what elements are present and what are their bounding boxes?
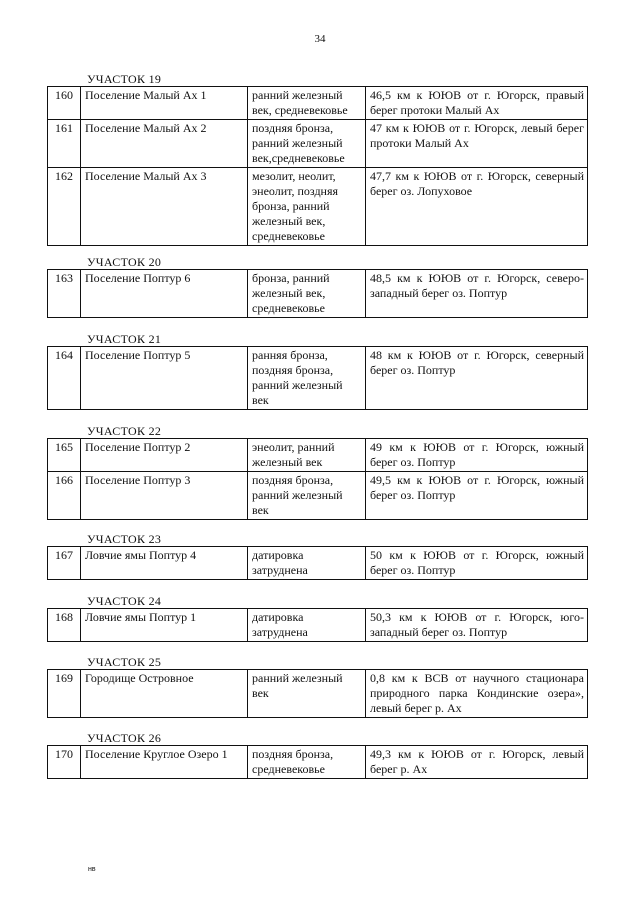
section-24 — [47, 594, 587, 642]
site-name: Поселение Поптур 3 — [81, 472, 248, 520]
site-name: Поселение Малый Ах 3 — [81, 168, 248, 246]
site-number: 167 — [48, 547, 81, 580]
section-title: УЧАСТОК 24 — [87, 594, 162, 608]
table-row — [48, 120, 588, 168]
table-row — [48, 347, 588, 410]
section-22 — [47, 424, 587, 520]
site-number: 168 — [48, 609, 81, 642]
site-period: мезолит, неолит, энеолит, поздняя бронза, ранний железный век, средневековье — [248, 168, 366, 246]
section-title: УЧАСТОК 21 — [87, 332, 162, 346]
site-number: 160 — [48, 87, 81, 120]
sites-table — [47, 438, 588, 520]
site-number: 161 — [48, 120, 81, 168]
table-row — [48, 670, 588, 718]
site-location: 49,3 км к ЮЮВ от г. Югорск, левый берег р. Ах — [366, 746, 588, 779]
section-title: УЧАСТОК 25 — [87, 655, 162, 669]
site-period: ранняя бронза, поздняя бронза, ранний железный век — [248, 347, 366, 410]
site-name: Поселение Круглое Озеро 1 — [81, 746, 248, 779]
site-location: 47,7 км к ЮЮВ от г. Югорск, северный берег оз. Лопуховое — [366, 168, 588, 246]
site-name: Поселение Поптур 2 — [81, 439, 248, 472]
site-location: 49,5 км к ЮЮВ от г. Югорск, южный берег оз. Поптур — [366, 472, 588, 520]
site-period: энеолит, ранний железный век — [248, 439, 366, 472]
sites-table — [47, 546, 588, 580]
site-name: Городище Островное — [81, 670, 248, 718]
section-title: УЧАСТОК 26 — [87, 731, 162, 745]
site-location: 50,3 км к ЮЮВ от г. Югорск, юго-западный берег оз. Поптур — [366, 609, 588, 642]
site-name: Поселение Малый Ах 2 — [81, 120, 248, 168]
site-number: 163 — [48, 270, 81, 318]
site-number: 166 — [48, 472, 81, 520]
section-title: УЧАСТОК 20 — [87, 255, 162, 269]
site-period: датировка затруднена — [248, 609, 366, 642]
sites-table — [47, 86, 588, 246]
section-21 — [47, 332, 587, 410]
sites-table — [47, 608, 588, 642]
table-row — [48, 270, 588, 318]
section-20 — [47, 255, 587, 318]
site-location: 0,8 км к ВСВ от научного стационара природного парка Кондинские озера», левый берег р. Ах — [366, 670, 588, 718]
table-row — [48, 87, 588, 120]
table-row — [48, 168, 588, 246]
site-number: 164 — [48, 347, 81, 410]
site-location: 47 км к ЮЮВ от г. Югорск, левый берег протоки Малый Ах — [366, 120, 588, 168]
table-row — [48, 472, 588, 520]
site-number: 165 — [48, 439, 81, 472]
sites-table — [47, 669, 588, 718]
site-location: 48,5 км к ЮЮВ от г. Югорск, северо-западный берег оз. Поптур — [366, 270, 588, 318]
site-location: 50 км к ЮЮВ от г. Югорск, южный берег оз. Поптур — [366, 547, 588, 580]
site-number: 162 — [48, 168, 81, 246]
page-number: 34 — [314, 33, 326, 45]
table-row — [48, 746, 588, 779]
site-period: поздняя бронза, ранний железный век,средневековье — [248, 120, 366, 168]
section-23 — [47, 532, 587, 580]
section-19 — [47, 72, 587, 246]
site-period: ранний железный век, средневековье — [248, 87, 366, 120]
table-row — [48, 547, 588, 580]
section-title: УЧАСТОК 23 — [87, 532, 162, 546]
site-location: 49 км к ЮЮВ от г. Югорск, южный берег оз. Поптур — [366, 439, 588, 472]
site-name: Ловчие ямы Поптур 4 — [81, 547, 248, 580]
table-row — [48, 609, 588, 642]
site-name: Поселение Малый Ах 1 — [81, 87, 248, 120]
site-period: поздняя бронза, средневековье — [248, 746, 366, 779]
site-period: датировка затруднена — [248, 547, 366, 580]
site-number: 170 — [48, 746, 81, 779]
site-name: Ловчие ямы Поптур 1 — [81, 609, 248, 642]
site-period: ранний железный век — [248, 670, 366, 718]
site-name: Поселение Поптур 5 — [81, 347, 248, 410]
site-name: Поселение Поптур 6 — [81, 270, 248, 318]
section-title: УЧАСТОК 19 — [87, 72, 162, 86]
section-25 — [47, 655, 587, 718]
sites-table — [47, 745, 588, 779]
table-row — [48, 439, 588, 472]
sites-table — [47, 346, 588, 410]
site-period: поздняя бронза, ранний железный век — [248, 472, 366, 520]
site-period: бронза, ранний железный век, средневековье — [248, 270, 366, 318]
site-location: 48 км к ЮЮВ от г. Югорск, северный берег оз. Поптур — [366, 347, 588, 410]
site-location: 46,5 км к ЮЮВ от г. Югорск, правый берег протоки Малый Ах — [366, 87, 588, 120]
footer-mark: нв — [88, 866, 96, 873]
section-title: УЧАСТОК 22 — [87, 424, 162, 438]
sites-table — [47, 269, 588, 318]
section-26 — [47, 731, 587, 779]
site-number: 169 — [48, 670, 81, 718]
